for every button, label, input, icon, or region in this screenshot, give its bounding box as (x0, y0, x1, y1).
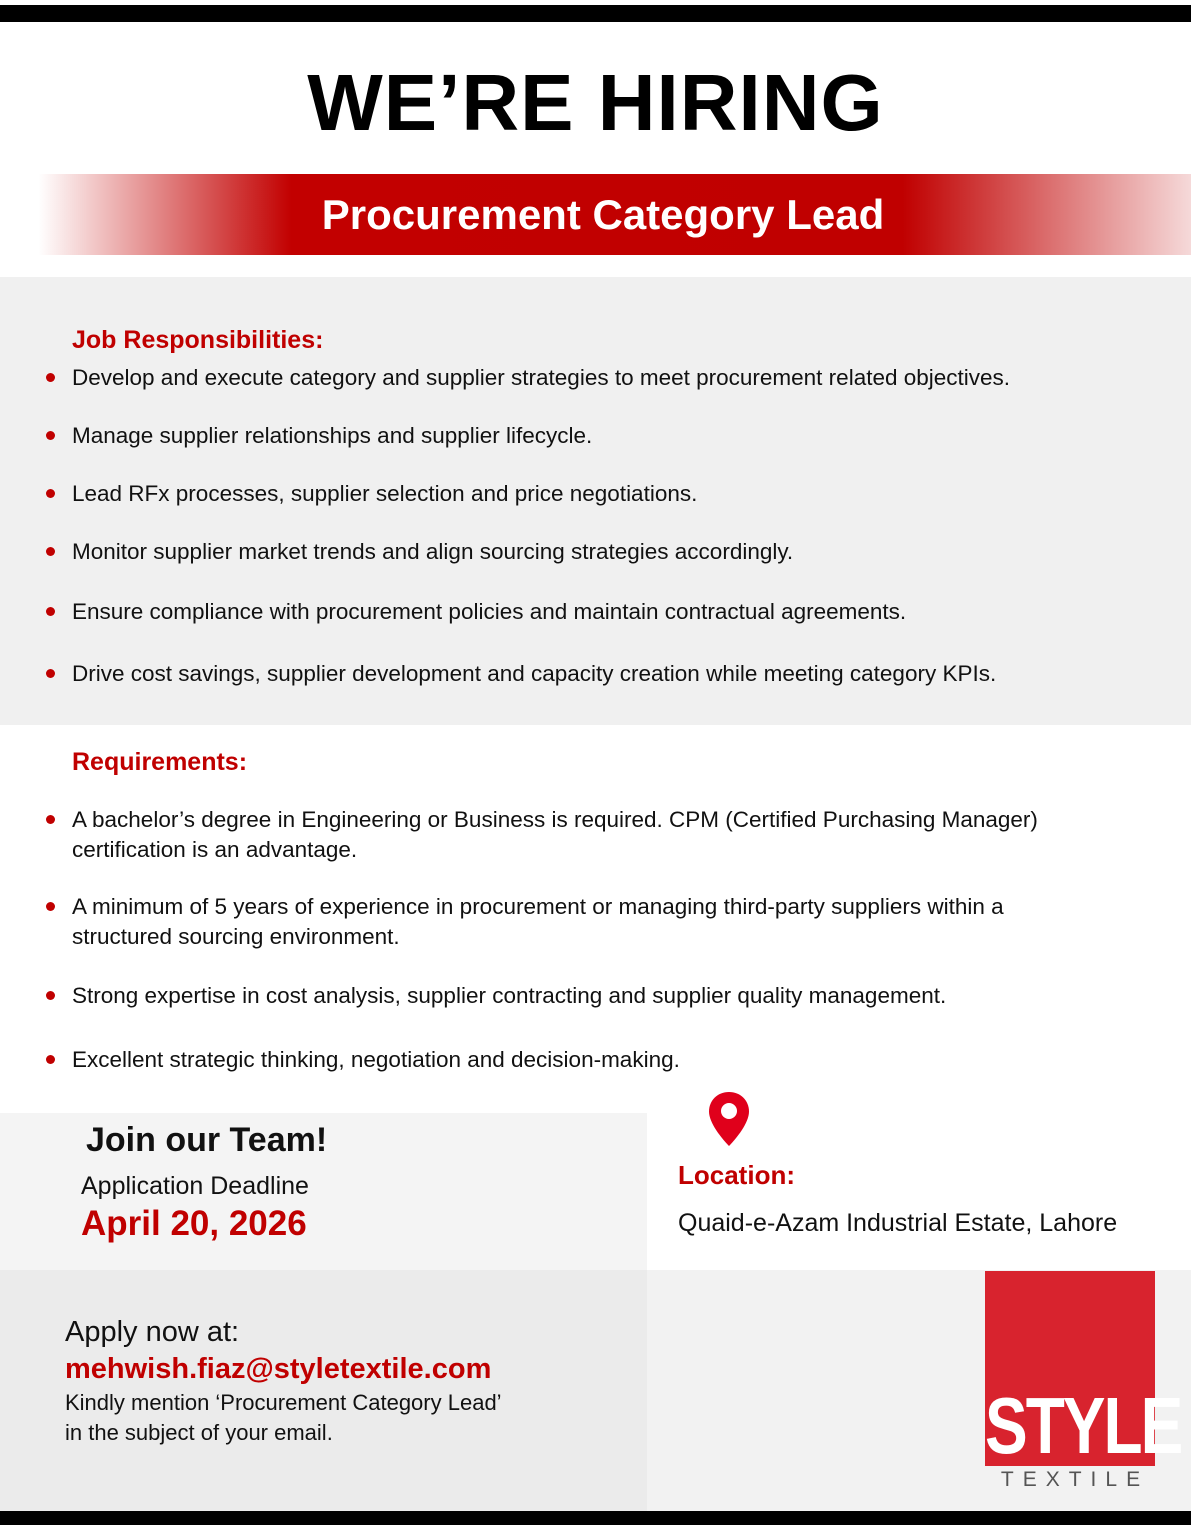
top-border (0, 5, 1191, 22)
logo-wordmark: STYLE (985, 1380, 1182, 1471)
position-banner (38, 174, 1191, 255)
bullet-dot (46, 373, 55, 382)
bullet-dot (46, 991, 55, 1000)
position-title: Procurement Category Lead (321, 191, 885, 238)
location-address: Quaid-e-Azam Industrial Estate, Lahore (678, 1209, 1118, 1237)
bullet-dot (46, 547, 55, 556)
join-heading: Join our Team! (86, 1121, 328, 1159)
page-title: WE’RE HIRING (307, 58, 884, 147)
list-item: A minimum of 5 years of experience in procurement or managing third-party suppliers within a structured sourcing environment. (46, 892, 1106, 952)
list-item: Excellent strategic thinking, negotiation and decision-making. (46, 1045, 1156, 1075)
deadline-label: Application Deadline (81, 1172, 309, 1200)
list-item: Lead RFx processes, supplier selection and price negotiations. (46, 479, 1156, 509)
list-item: Drive cost savings, supplier development and capacity creation while meeting category KPIs. (46, 659, 1156, 689)
apply-note-line1: Kindly mention ‘Procurement Category Lead’ (65, 1390, 502, 1415)
requirements-heading: Requirements: (72, 748, 248, 776)
bullet-dot (46, 815, 55, 824)
list-item: Monitor supplier market trends and align sourcing strategies accordingly. (46, 537, 1156, 567)
list-item: Manage supplier relationships and supplier lifecycle. (46, 421, 1156, 451)
list-item: Develop and execute category and supplier strategies to meet procurement related objectives. (46, 363, 1156, 393)
logo-subtitle: TEXTILE (1000, 1468, 1150, 1491)
location-label: Location: (678, 1160, 795, 1190)
bullet-dot (46, 1055, 55, 1064)
responsibilities-heading: Job Responsibilities: (72, 326, 324, 354)
list-item: A bachelor’s degree in Engineering or Business is required. CPM (Certified Purchasing Manager) certification is an advantage. (46, 805, 1156, 865)
bullet-dot (46, 431, 55, 440)
deadline-date: April 20, 2026 (81, 1204, 307, 1243)
apply-label: Apply now at: (65, 1316, 240, 1348)
logo (985, 1271, 1182, 1471)
bullet-dot (46, 902, 55, 911)
list-item: Ensure compliance with procurement policies and maintain contractual agreements. (46, 597, 1156, 627)
bullet-dot (46, 607, 55, 616)
bottom-border (0, 1511, 1191, 1525)
bullet-dot (46, 489, 55, 498)
apply-email-link[interactable]: mehwish.fiaz@styletextile.com (65, 1353, 492, 1385)
bullet-dot (46, 669, 55, 678)
list-item: Strong expertise in cost analysis, supplier contracting and supplier quality management. (46, 981, 1156, 1011)
apply-note-line2: in the subject of your email. (65, 1420, 333, 1445)
map-pin-icon (707, 1090, 751, 1148)
